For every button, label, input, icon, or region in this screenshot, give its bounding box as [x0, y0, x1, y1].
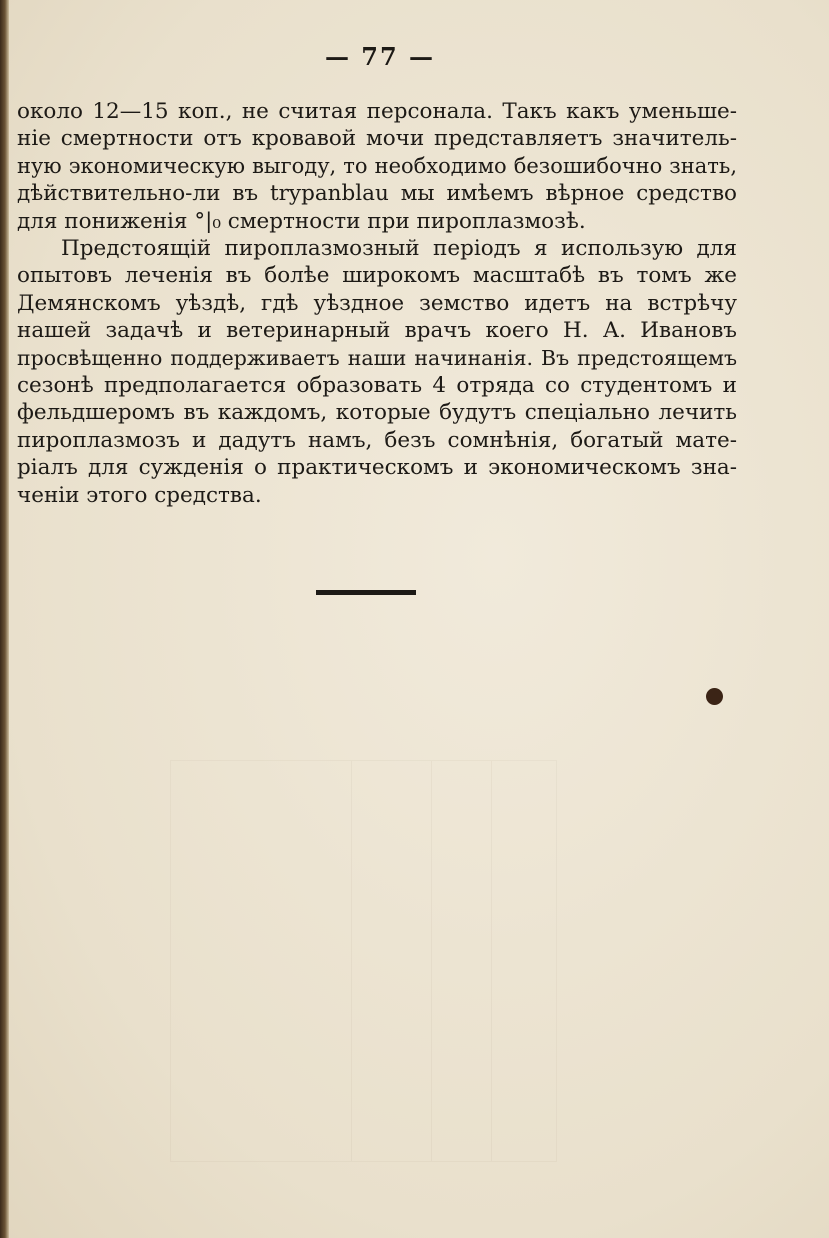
text-line: ченіи этого средства.	[17, 482, 262, 508]
paragraph-1	[17, 98, 737, 235]
body-text	[17, 98, 737, 509]
reverse-side-show-through	[170, 760, 557, 1162]
text-line: для пониженія °|₀ смертности при пироплазмозѣ.	[17, 208, 586, 234]
text-line: пироплазмозъ и дадутъ намъ, безъ сомнѣнія, богатый мате-	[17, 427, 737, 453]
text-line: просвѣщенно поддерживаетъ наши начинанія. Въ предстоящемъ	[17, 345, 737, 370]
text-line: сезонѣ предполагается образовать 4 отряда со студентомъ и	[17, 373, 737, 399]
text-line: Предстоящій пироплазмозный періодъ я использую для	[61, 236, 737, 262]
text-line: дѣйствительно-ли въ trypanblau мы имѣемъ вѣрное средство	[17, 181, 737, 207]
page-binding-edge	[0, 0, 9, 1238]
text-line: опытовъ леченія въ болѣе широкомъ масштабѣ въ томъ же	[17, 263, 737, 289]
page-number: — 77 —	[324, 42, 436, 71]
section-divider	[316, 590, 416, 595]
text-line: около 12—15 коп., не считая персонала. Такъ какъ уменьше-	[17, 99, 737, 124]
text-line: ріалъ для сужденія о практическомъ и экономическомъ зна-	[17, 455, 737, 481]
text-line: Демянскомъ уѣздѣ, гдѣ уѣздное земство идетъ на встрѣчу	[17, 290, 737, 316]
ink-blot	[706, 688, 723, 705]
text-line: ную экономическую выгоду, то необходимо безошибочно знать,	[17, 153, 737, 178]
text-line: нашей задачѣ и ветеринарный врачъ коего Н. А. Ивановъ	[17, 318, 737, 344]
paragraph-2	[17, 235, 737, 509]
text-line: фельдшеромъ въ каждомъ, которые будутъ спеціально лечить	[17, 400, 737, 426]
text-line: ніе смертности отъ кровавой мочи представляетъ значитель-	[17, 126, 737, 152]
